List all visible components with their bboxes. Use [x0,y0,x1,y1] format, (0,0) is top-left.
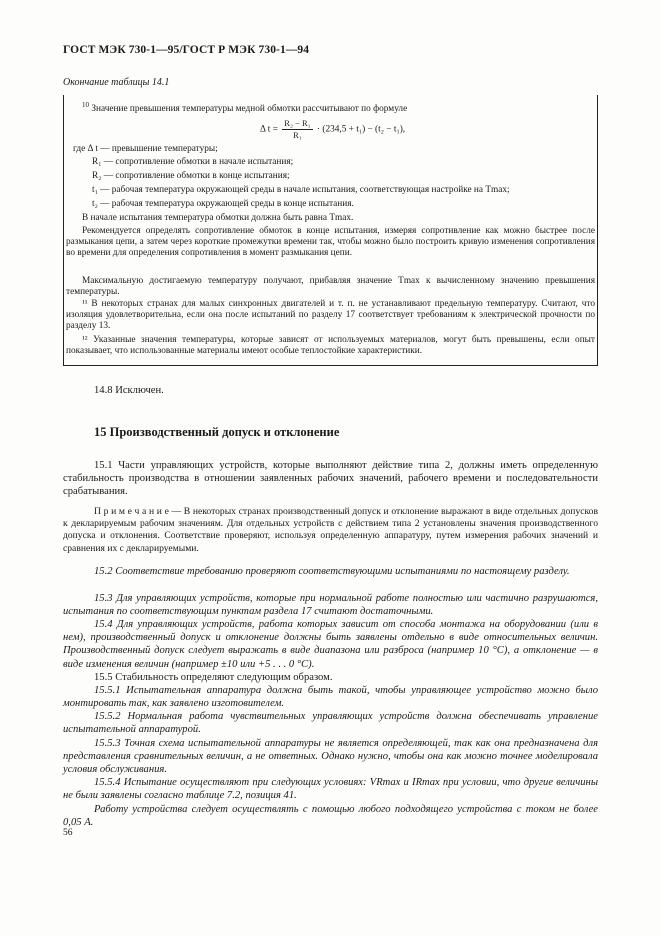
clause-15-5: 15.5 Стабильность определяют следующим образом. [94,672,333,683]
clause-15-4: 15.4 Для управляющих устройств, работа которых зависит от способа монтажа на оборудовании (или в нем), производственный допуск и отклонение должны быть заявлены отдельно в виде относительных величин. Производственный допуск следует выражать в виде диапазона или разброса (например 10 °С), а отклонение — в виде изменения величин (например ±10 или +5 . . . 0 °С). [63,619,598,670]
clause-15-1: 15.1 Части управляющих устройств, которые выполняют действие типа 2, должны иметь определенную стабильность производства в отношении заявленных рабочих значений, рабочего времени и последовательности срабатывания. [63,460,598,498]
work-condition-paragraph: Работу устройства следует осуществлять с помощью любого подходящего устройства с током не более 0,05 А. [63,804,598,829]
formula-lhs: Δ t = [260,124,278,135]
page-number: 56 [63,828,73,838]
table-note-12: ¹² Указанные значения температуры, которые зависят от используемых материалов, могут быть превышены, если опыт показывает, что использованные материалы имеют особые теплостойкие характеристики. [66,335,595,357]
clause-15-5-3: 15.5.3 Точная схема испытательной аппаратуры не является определяющей, так как она предназначена для представления сравнительных величин, а не ответных. Однако нужно, чтобы она как можно точнее моделировала условия обслуживания. [63,738,598,776]
table-start-temperature: В начале испытания температура обмотки должна быть равна Tmax. [82,213,354,223]
formula-where: где Δ t — превышение температуры; [73,144,218,154]
table-caption: Окончание таблицы 14.1 [63,77,170,88]
clause-15-3: 15.3 Для управляющих устройств, которые при нормальной работе полностью или частично разрушаются, испытания по соответствующим пунктам раздела 17 считают достаточными. [63,593,598,618]
definition-r1: R₁ — сопротивление обмотки в начале испытания; [92,157,294,167]
formula-denominator: R₁ [293,130,302,140]
table-note-10-text: Значение превышения температуры медной обмотки рассчитывают по формуле [91,104,408,115]
clause-15-2: 15.2 Соответствие требованию проверяют соответствующими испытаниями по настоящему разделу. [94,566,570,577]
table-note-10: $^{10}$ Значение превышения температуры медной обмотки рассчитывают по формуле [82,101,408,115]
formula-fraction [282,118,312,141]
formula-rhs: · (234,5 + t₁) − (t₂ − t₁), [316,124,406,135]
document-header: ГОСТ МЭК 730-1—95/ГОСТ Р МЭК 730-1—94 [63,44,310,56]
clause-14-8: 14.8 Исключен. [94,385,164,396]
table-note-11: ¹¹ В некоторых странах для малых синхронных двигателей и т. п. не устанавливают предельную температуру. Считают, что изоляция удовлетворительна, если она после испытаний по разделу 17 соответствует требованиям к электрической прочности по разделу 13. [66,299,595,332]
table-recommendation: Рекомендуется определять сопротивление обмоток в конце испытания, измеряя сопротивление как можно быстрее после размыкания цепи, а затем через короткие промежутки времени так, чтобы можно было построить кривую изменения сопротивления во времени для определения сопротивления в момент размыкания цепи. [66,226,595,259]
definition-r2: R₂ — сопротивление обмотки в конце испытания; [92,171,290,181]
definition-t1: t₁ — рабочая температура окружающей среды в начале испытания, соответствующая настройке на Tmax; [92,185,510,195]
formula [260,118,405,141]
definition-t2: t₂ — рабочая температура окружающей среды в конце испытания. [92,199,354,209]
section-15-heading: 15 Производственный допуск и отклонение [94,425,340,439]
clause-15-5-4: 15.5.4 Испытание осуществляют при следующих условиях: VRmax и IRmax при условии, что другие величины не были заявлены согласно таблице 7.2, позиция 41. [63,777,598,802]
clause-15-5-1: 15.5.1 Испытательная аппаратура должна быть такой, чтобы управляющее устройство можно было монтировать так, как заявлено изготовителем. [63,685,598,710]
note-paragraph: П р и м е ч а н и е — В некоторых странах производственный допуск и отклонение выражают в виде отдельных допусков к декларируемым рабочим значениям. Для отдельных устройств с действием типа 2 установлены значения производственного допуска и отклонения. Соответствие проверяют, используя определенную аппаратуру, путем измерения рабочих значений и сравнения их с декларируемыми. [63,506,598,554]
clause-15-5-2: 15.5.2 Нормальная работа чувствительных управляющих устройств должна обеспечивать управление испытательной аппаратурой. [63,711,598,736]
table-max-temperature: Максимальную достигаемую температуру получают, прибавляя значение Tmax к вычисленному значению превышения температуры. [66,276,595,298]
formula-numerator: R₂ − R₁ [284,118,311,128]
